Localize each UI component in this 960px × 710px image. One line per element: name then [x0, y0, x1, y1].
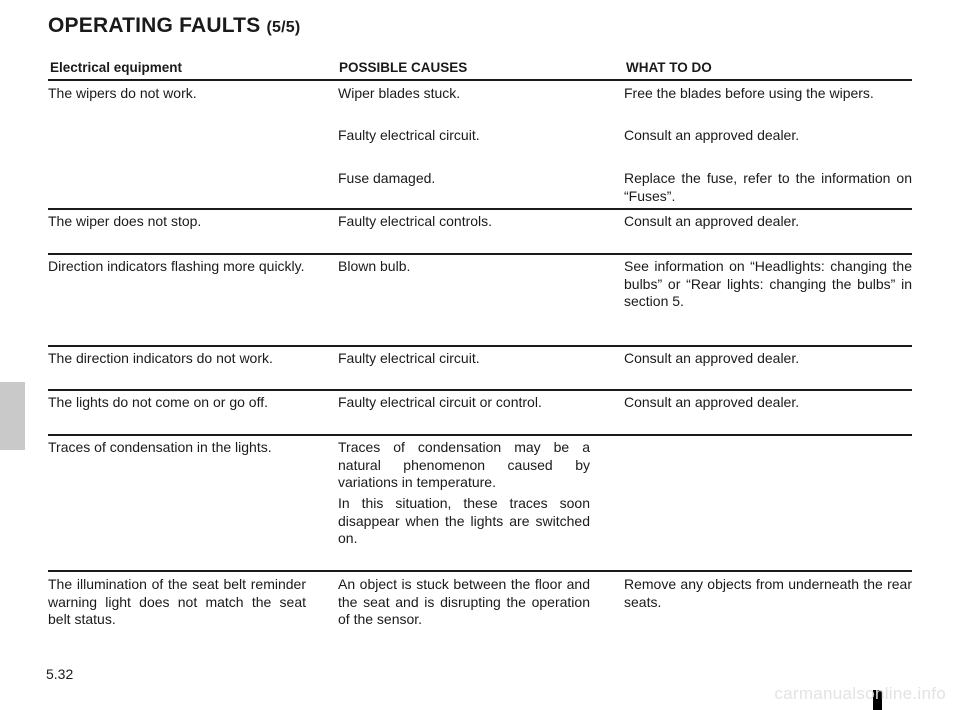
section-side-tab: [0, 382, 25, 450]
page-title-text: OPERATING FAULTS: [48, 14, 261, 37]
row-1-action-1: Free the blades before using the wipers.: [624, 85, 874, 101]
page-title: [48, 14, 300, 38]
row-3-action-1: See information on “Headlights: changing the bulbs” or “Rear lights: changing the bulbs” in section 5.: [624, 258, 912, 309]
page-title-suffix: (5/5): [266, 19, 301, 36]
column-header-causes: POSSIBLE CAUSES: [339, 60, 468, 75]
row-7-cause-1: An object is stuck between the floor and the seat and is disrupting the operation of the sensor.: [338, 576, 590, 627]
row-6-cause-2: In this situation, these traces soon disappear when the lights are switched on.: [338, 495, 590, 546]
row-3-cause-1: Blown bulb.: [338, 258, 411, 274]
row-2-action-1: Consult an approved dealer.: [624, 213, 800, 229]
header-rule: [48, 79, 912, 81]
row-divider: [48, 570, 912, 572]
row-1-cause-1: Wiper blades stuck.: [338, 85, 461, 101]
page-number: 5.32: [46, 666, 74, 682]
row-4-action-1: Consult an approved dealer.: [624, 350, 800, 366]
row-1-cause-3: Fuse damaged.: [338, 170, 436, 186]
row-4-equipment: The direction indicators do not work.: [48, 350, 273, 366]
row-5-equipment: The lights do not come on or go off.: [48, 394, 268, 410]
row-1-equipment: The wipers do not work.: [48, 85, 197, 101]
row-2-equipment: The wiper does not stop.: [48, 213, 202, 229]
column-header-equipment: Electrical equipment: [50, 60, 183, 75]
row-divider: [48, 389, 912, 391]
row-1-cause-2: Faulty electrical circuit.: [338, 127, 480, 143]
row-6-cause-1: Traces of condensation may be a natural phenomenon caused by variations in temperature.: [338, 439, 590, 490]
row-2-cause-1: Faulty electrical controls.: [338, 213, 493, 229]
column-header-actions: WHAT TO DO: [626, 60, 712, 75]
row-5-action-1: Consult an approved dealer.: [624, 394, 800, 410]
row-divider: [48, 208, 912, 210]
row-7-action-1: Remove any objects from underneath the rear seats.: [624, 576, 912, 610]
row-4-cause-1: Faulty electrical circuit.: [338, 350, 480, 366]
row-3-equipment: Direction indicators flashing more quickly.: [48, 258, 305, 274]
row-6-equipment: Traces of condensation in the lights.: [48, 439, 272, 455]
watermark: carmanualsonline.info: [774, 684, 946, 703]
row-divider: [48, 434, 912, 436]
row-divider: [48, 253, 912, 255]
row-5-cause-1: Faulty electrical circuit or control.: [338, 394, 542, 410]
row-7-equipment: The illumination of the seat belt reminder warning light does not match the seat belt status.: [48, 576, 306, 627]
row-divider: [48, 345, 912, 347]
row-1-action-2: Consult an approved dealer.: [624, 127, 800, 143]
row-1-action-3: Replace the fuse, refer to the information on “Fuses”.: [624, 170, 912, 204]
